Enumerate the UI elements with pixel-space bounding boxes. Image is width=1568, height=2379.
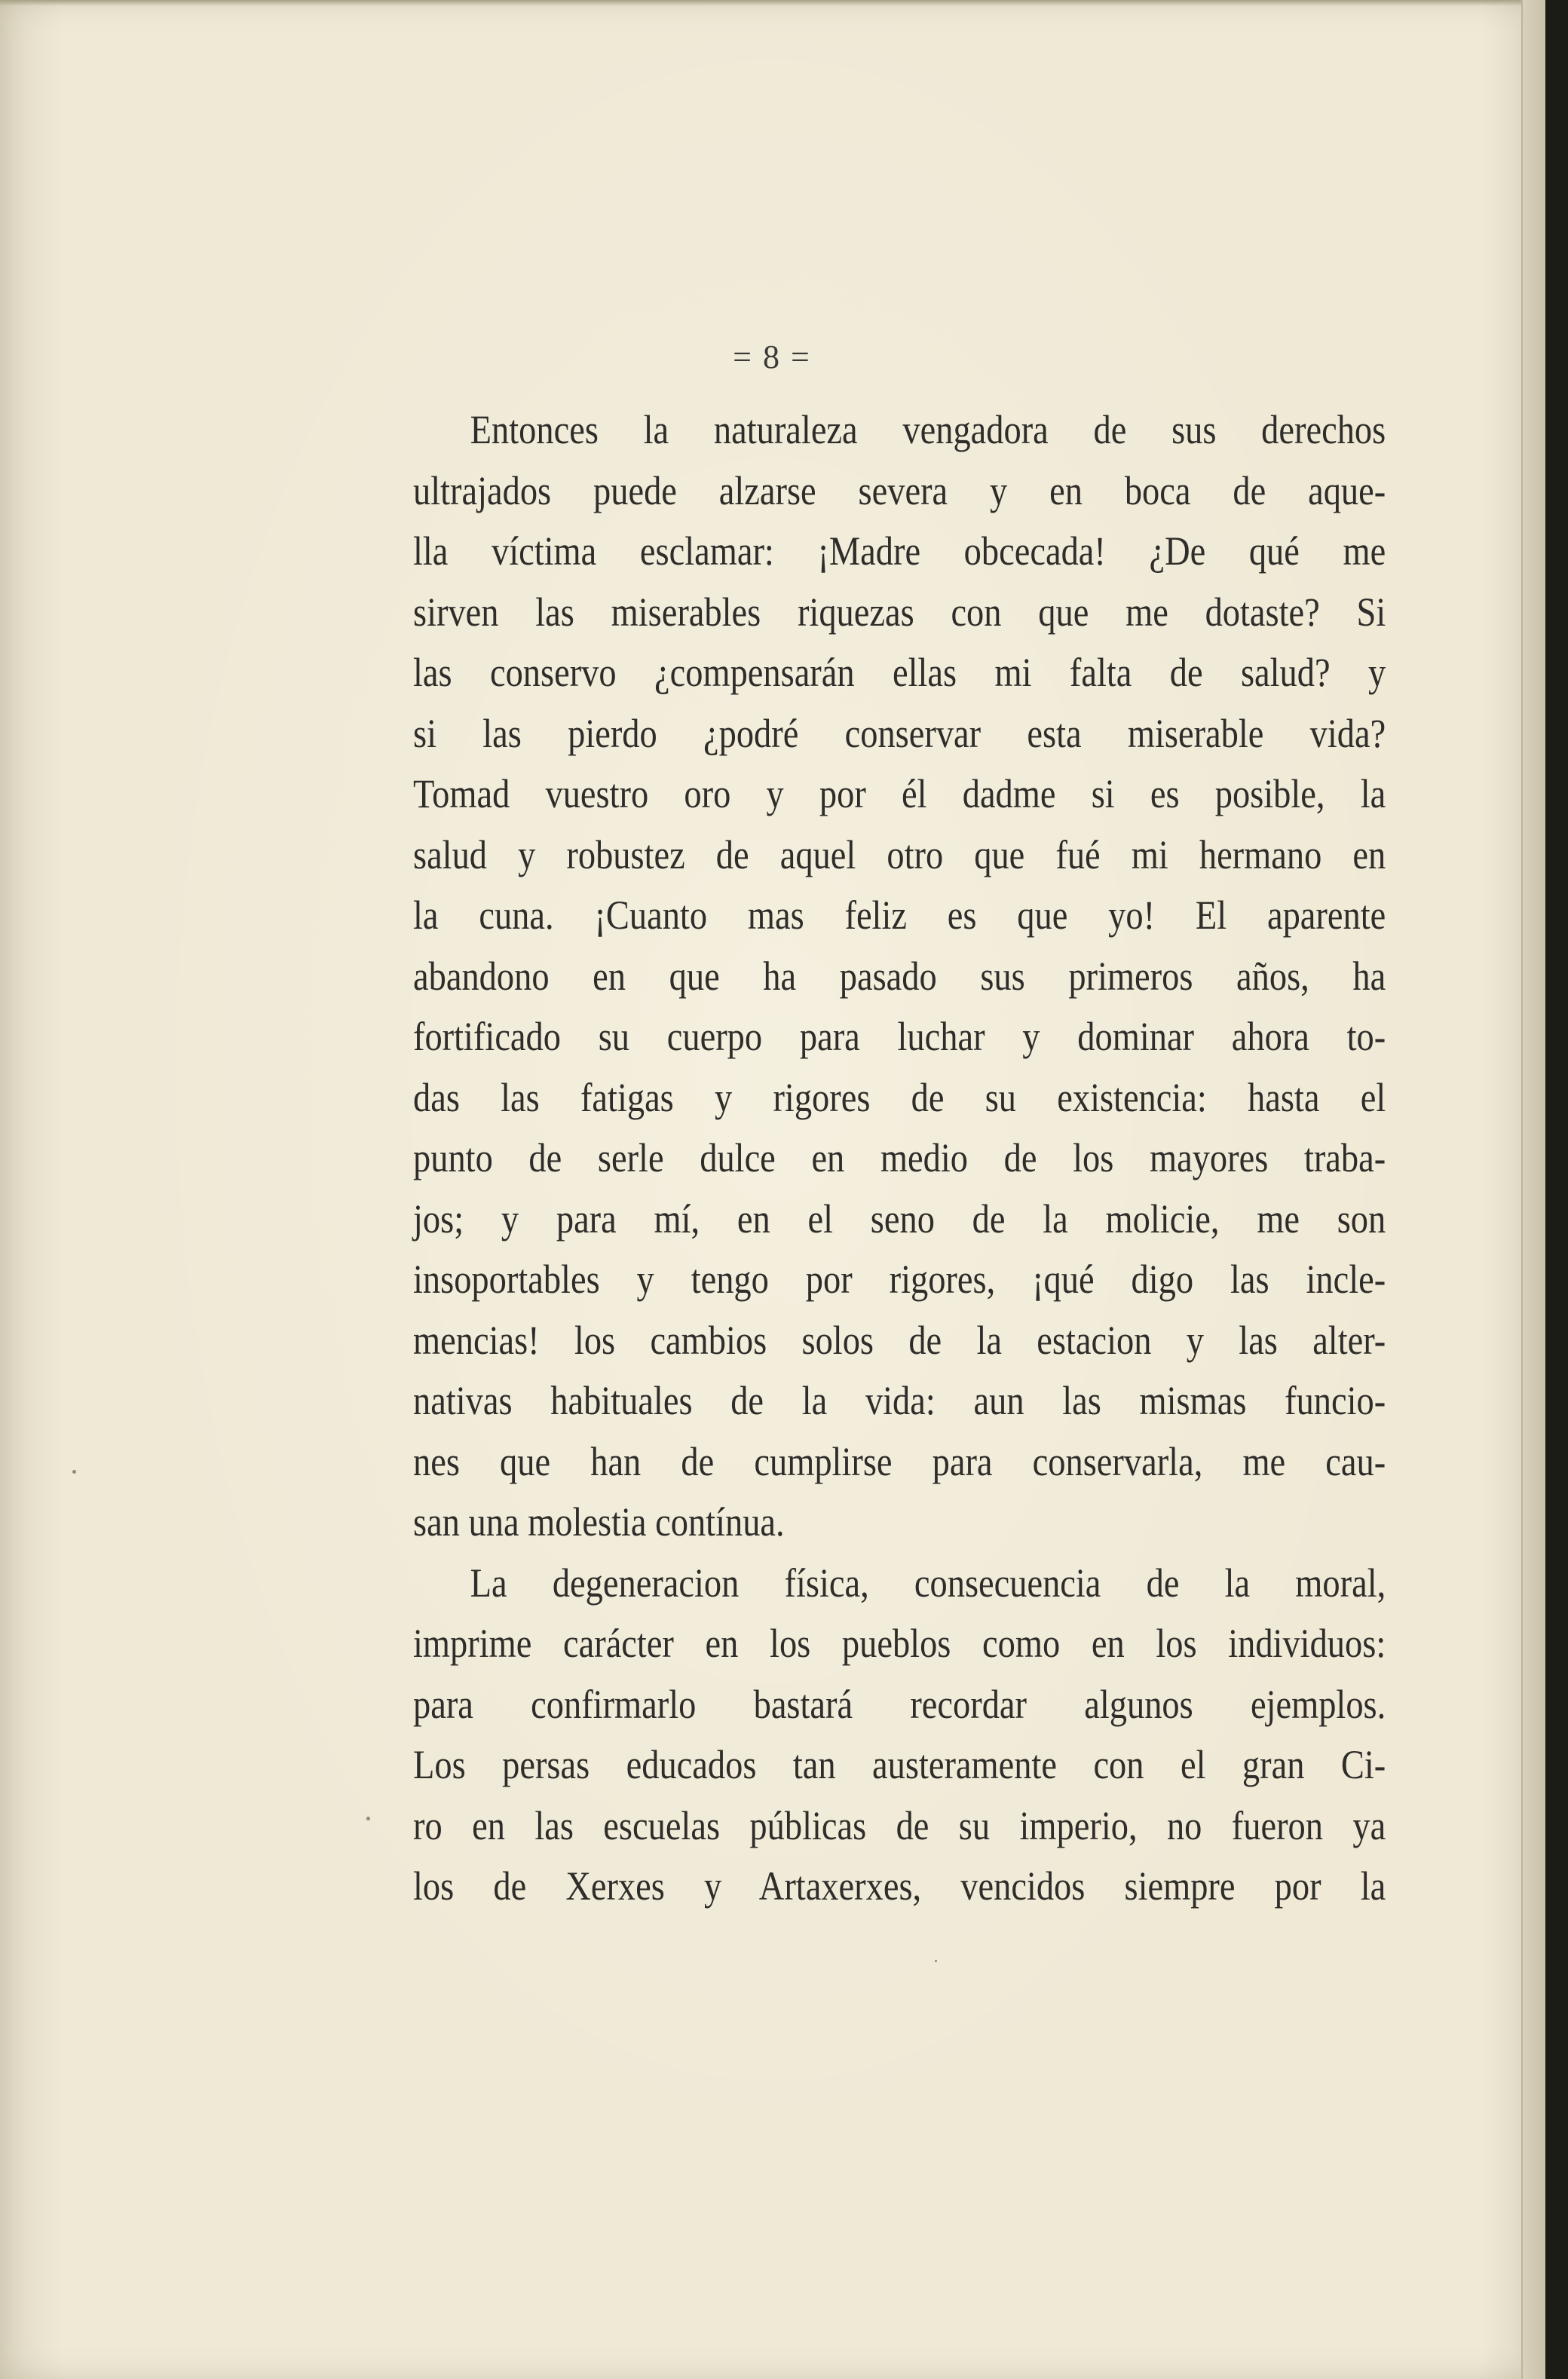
text-line: san una molestia contínua. xyxy=(413,1499,785,1545)
text-line: la cuna. ¡Cuanto mas feliz es que yo! El aparente xyxy=(413,893,1386,938)
text-line: jos; y para mí, en el seno de la molicie, me son xyxy=(413,1196,1386,1242)
text-line: das las fatigas y rigores de su existencia: hasta el xyxy=(413,1074,1386,1120)
text-line: La degeneracion física, consecuencia de la moral, xyxy=(470,1560,1386,1606)
paper-speck xyxy=(366,1817,370,1820)
text-line: ultrajados puede alzarse severa y en boca de aque- xyxy=(413,467,1386,513)
text-line: insoportables y tengo por rigores, ¡qué digo las incle- xyxy=(413,1257,1386,1302)
text-line: sirven las miserables riquezas con que me dotaste? Si xyxy=(413,589,1386,635)
text-line: imprime carácter en los pueblos como en los individuos: xyxy=(413,1621,1386,1666)
paragraph xyxy=(413,400,1386,1553)
text-line: salud y robustez de aquel otro que fué mi hermano en xyxy=(413,831,1386,877)
text-line: abandono en que ha pasado sus primeros años, ha xyxy=(413,953,1386,999)
paragraph xyxy=(413,1553,1386,1917)
paper-speck xyxy=(72,1470,76,1474)
text-line: los de Xerxes y Artaxerxes, vencidos siempre por la xyxy=(413,1863,1386,1909)
paper-speck xyxy=(935,1960,937,1962)
text-line: nativas habituales de la vida: aun las mismas funcio- xyxy=(413,1378,1386,1423)
text-line: lla víctima esclamar: ¡Madre obcecada! ¿De qué me xyxy=(413,528,1386,574)
text-line: mencias! los cambios solos de la estacion y las alter- xyxy=(413,1317,1386,1363)
text-line: las conservo ¿compensarán ellas mi falta de salud? y xyxy=(413,650,1386,695)
text-line: Tomad vuestro oro y por él dadme si es posible, la xyxy=(413,771,1386,816)
text-line: fortificado su cuerpo para luchar y dominar ahora to- xyxy=(413,1014,1386,1059)
text-line: nes que han de cumplirse para conservarla, me cau- xyxy=(413,1438,1386,1484)
text-line: punto de serle dulce en medio de los mayores traba- xyxy=(413,1135,1386,1180)
page-number: = 8 = xyxy=(733,338,811,375)
text-line: si las pierdo ¿podré conservar esta miserable vida? xyxy=(413,710,1386,756)
text-line: ro en las escuelas públicas de su imperio, no fueron ya xyxy=(413,1802,1386,1848)
text-line: para confirmarlo bastará recordar algunos ejemplos. xyxy=(413,1681,1386,1727)
body-text xyxy=(413,400,1386,1917)
page-top-edge xyxy=(0,0,1544,6)
text-line: Entonces la naturaleza vengadora de sus derechos xyxy=(470,407,1386,452)
text-line: Los persas educados tan austeramente con el gran Ci- xyxy=(413,1742,1386,1787)
